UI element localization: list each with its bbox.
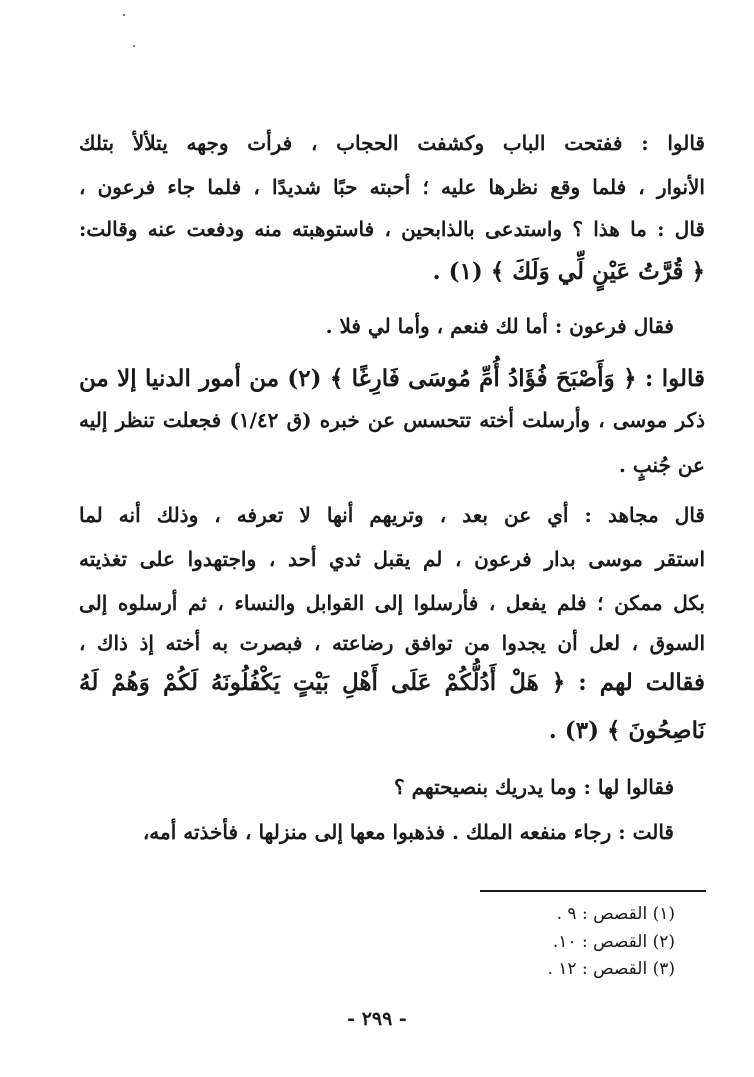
body-line: بكل ممكن ؛ فلم يفعل ، فأرسلوا إلى القوابل والنساء ، ثم أرسلوه إلى bbox=[79, 591, 705, 615]
footnote: (٢) القصص : ١٠. bbox=[552, 932, 675, 952]
body-line: قال : ما هذا ؟ واستدعى بالذابحين ، فاستوهبته منه ودفعت عنه وقالت: bbox=[79, 217, 705, 241]
page-number: - ٢٩٩ - bbox=[347, 1008, 407, 1030]
quran-verse-line: نَاصِحُونَ ﴾ (٣) . bbox=[548, 717, 705, 744]
body-line: قالوا : ففتحت الباب وكشفت الحجاب ، فرأت وجهه يتلألأ بتلك bbox=[79, 131, 705, 155]
quran-verse-line: فقالت لهم : ﴿ هَلْ أَدُلُّكُمْ عَلَى أَهْلِ بَيْتٍ يَكْفُلُونَهُ لَكُمْ وَهُمْ لَهُ bbox=[79, 669, 705, 696]
body-line: فقالوا لها : وما يدريك بنصيحتهم ؟ bbox=[394, 775, 674, 799]
scan-speck bbox=[123, 14, 125, 16]
body-line: السوق ، لعل أن يجدوا من توافق رضاعته ، فبصرت به أخته إذ ذاك ، bbox=[79, 631, 705, 655]
body-line: الأنوار ، فلما وقع نظرها عليه ؛ أحبته حبًا شديدًا ، فلما جاء فرعون ، bbox=[79, 175, 705, 199]
body-line: قال مجاهد : أي عن بعد ، وتريهم أنها لا تعرفه ، وذلك أنه لما bbox=[79, 503, 705, 527]
footnote-divider bbox=[480, 890, 706, 892]
body-line: ذكر موسى ، وأرسلت أخته تتحسس عن خبره (ق ١/٤٢) فجعلت تنظر إليه bbox=[79, 408, 705, 432]
body-line: استقر موسى بدار فرعون ، لم يقبل ثدي أحد ، واجتهدوا على تغذيته bbox=[79, 547, 705, 571]
body-line: عن جُنبٍ . bbox=[618, 453, 705, 477]
quran-verse-line: قالوا : ﴿ وَأَصْبَحَ فُؤَادُ أُمِّ مُوسَى فَارِغًا ﴾ (٢) من أمور الدنيا إلا من bbox=[79, 365, 705, 392]
footnote: (٣) القصص : ١٢ . bbox=[547, 959, 675, 979]
body-line: قالت : رجاء منفعه الملك . فذهبوا معها إلى منزلها ، فأخذته أمه، bbox=[142, 820, 674, 844]
quran-verse-line: ﴿ قُرَّتُ عَيْنٍ لِّي وَلَكَ ﴾ (١) . bbox=[432, 258, 705, 285]
scan-speck bbox=[133, 45, 135, 47]
footnote: (١) القصص : ٩ . bbox=[556, 904, 675, 924]
body-line: فقال فرعون : أما لك فنعم ، وأما لي فلا . bbox=[325, 314, 674, 338]
